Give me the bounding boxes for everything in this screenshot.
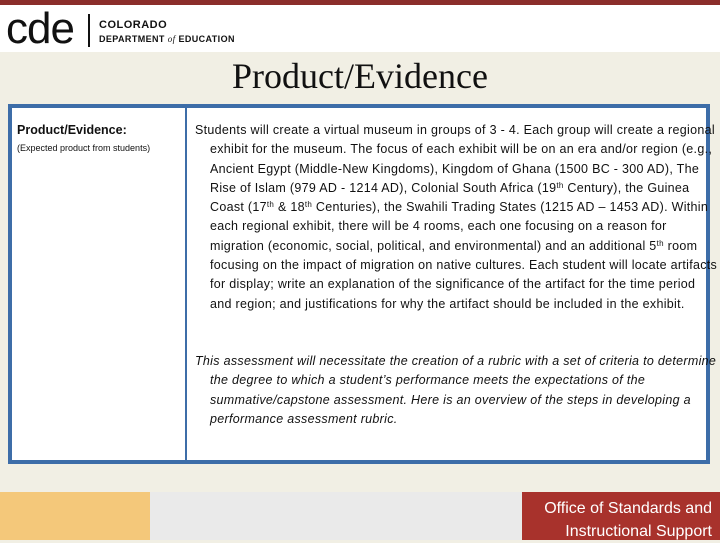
product-evidence-table bbox=[8, 104, 718, 464]
header bbox=[0, 5, 720, 52]
description-paragraph: Students will create a virtual museum in groups of 3 - 4. Each group will create a regional exhibit for the museum. The focus of each exhibit will be on an era and/or region (e.g., Ancient Egypt (Middle-New Kingdoms), Kingdom of Ghana (1500 BC - 300 AD), The Rise of Islam (979 AD - 1214 AD), Colonial South Africa (19th Century), the Guinea Coast (17th & 18th Centuries), the Swahili Trading States (1215 AD – 1453 AD). Within each regional exhibit, there will be 4 rooms, each one focusing on a reason for migration (economic, social, political, and environmental) and an additional 5th room focusing on the impact of migration on native cultures. Each student will locate artifacts for display; write an explanation of the significance of the artifact for the time period and region; and justifications for why the artifact should be included in the exhibit. bbox=[195, 123, 718, 311]
slide-title: Product/Evidence bbox=[232, 56, 488, 96]
rubric-paragraph: This assessment will necessitate the creation of a rubric with a set of criteria to determine the degree to which a student’s performance meets the expectations of the summative/capstone assessment. Here is an overview of the steps in developing a performance assessment rubric. bbox=[195, 354, 717, 426]
row-label: Product/Evidence: bbox=[17, 123, 127, 137]
footer-office-block bbox=[522, 492, 720, 540]
logo-divider bbox=[88, 14, 90, 47]
org-name-line2: DEPARTMENT of EDUCATION bbox=[99, 34, 235, 44]
content-cell bbox=[187, 108, 718, 460]
label-cell bbox=[12, 108, 185, 460]
footer-office-name: Office of Standards and Instructional Support bbox=[544, 500, 712, 540]
org-name-line1: COLORADO bbox=[99, 19, 168, 31]
row-sublabel: (Expected product from students) bbox=[17, 143, 151, 153]
cde-logo: cde bbox=[6, 4, 74, 53]
footer-accent-left bbox=[0, 492, 150, 540]
footer-band bbox=[150, 492, 522, 540]
